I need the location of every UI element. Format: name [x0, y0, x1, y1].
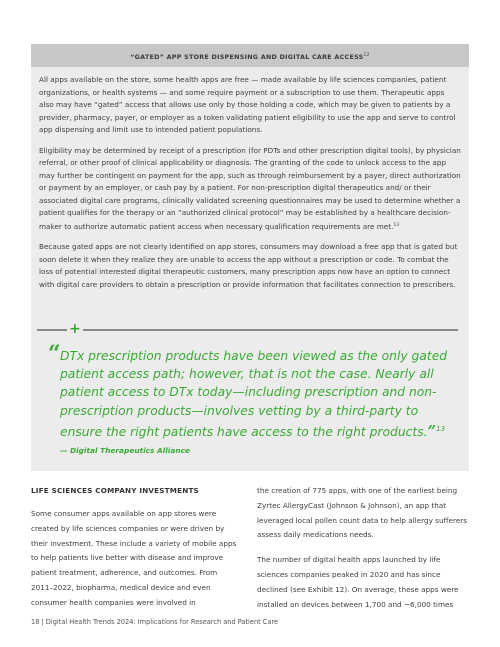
open-quote-icon: “ [48, 341, 61, 367]
divider-line-left [37, 329, 67, 331]
quote-footnote-ref: 13 [436, 424, 446, 433]
column-right [257, 484, 469, 622]
panel-paragraph-3: Because gated apps are not clearly identified on app stores, consumers may download a free app that is gated but soon delete it when they realize they are unable to access the app without a prescription or code. To combat the loss of potential interested digital therapeutic customers, many prescription apps now have an option to connect with digital care providers to obtain a prescription or provide information that facilitates connection to prescribers. [39, 242, 458, 289]
column-left-text: Some consumer apps available on app stores were created by life sciences companies or were driven by their investment. These include a variety of mobile apps to help patients live better with disease and improve patient treatment, adherence, and outcomes. From 2011–2022, biopharma, medical device and even consumer health companies were involved in [31, 509, 237, 607]
column-left [31, 486, 239, 611]
section-heading: LIFE SCIENCES COMPANY INVESTMENTS [31, 486, 199, 495]
divider-line-right [83, 329, 458, 331]
panel-paragraph-2: Eligibility may be determined by receipt of a prescription (for PDTs and other prescription digital tools), by physician referral, or other proof of clinical applicability or diagnosis. The granting of the code to unlock access to the app may further be contingent on payment for the app, such as through reimbursement by a payer, direct authorization or payment by an employer, or cash pay by a patient. For non-prescription digital therapeutics and/ or their associated digital care programs, clinically validated screening questionnaires may be used to determine whether a patient qualifies for the therapy or an “authorized clinical protocol” may be established by a healthcare decision-maker to authorize automatic patient access when necessary qualification requirements are met.$^{13}$ [39, 145, 461, 231]
close-quote-icon: ” [427, 421, 437, 440]
column-right-paragraph-1: the creation of 775 apps, with one of the earliest being Zyrtec AllergyCast (Johnson & Johnson), an app that leveraged local pollen count data to help allergy sufferers assess daily medications needs. [257, 486, 468, 540]
panel-body [39, 74, 461, 299]
page-footer: 18 | Digital Health Trends 2024: Implications for Research and Patient Care [31, 618, 279, 626]
quote-attribution: — Digital Therapeutics Alliance [60, 446, 190, 455]
plus-icon: + [69, 321, 81, 337]
panel-paragraph-1: All apps available on the store, some health apps are free — made available by life sciences companies, patient organizations, or health systems — and some require payment or a subscription to use them. Therapeutic apps also may have “gated” access that allows use only by those holding a code, which may be given to patients by a provider, pharmacy, payer, or employer as a token validating patient eligibility to use the app and serve to control app dispensing and limit use to intended patient populations. [39, 75, 456, 134]
column-right-paragraph-2: The number of digital health apps launched by life sciences companies peaked in 2020 and has since declined (see Exhibit 12). On average, these apps were installed on devices between 1,700 and ~6,000 times [257, 555, 459, 609]
panel-title: “GATED” APP STORE DISPENSING AND DIGITAL CARE ACCESS$^{12}$ [31, 44, 469, 67]
pull-quote [60, 347, 460, 441]
pull-quote-text: DTx prescription products have been viewed as the only gated patient access path; however, that is not the case. Nearly all patient access to DTx today—including prescription and non-prescription products—involves vetting by a third-party to ensure the right patients have access to the right products. [60, 349, 448, 439]
